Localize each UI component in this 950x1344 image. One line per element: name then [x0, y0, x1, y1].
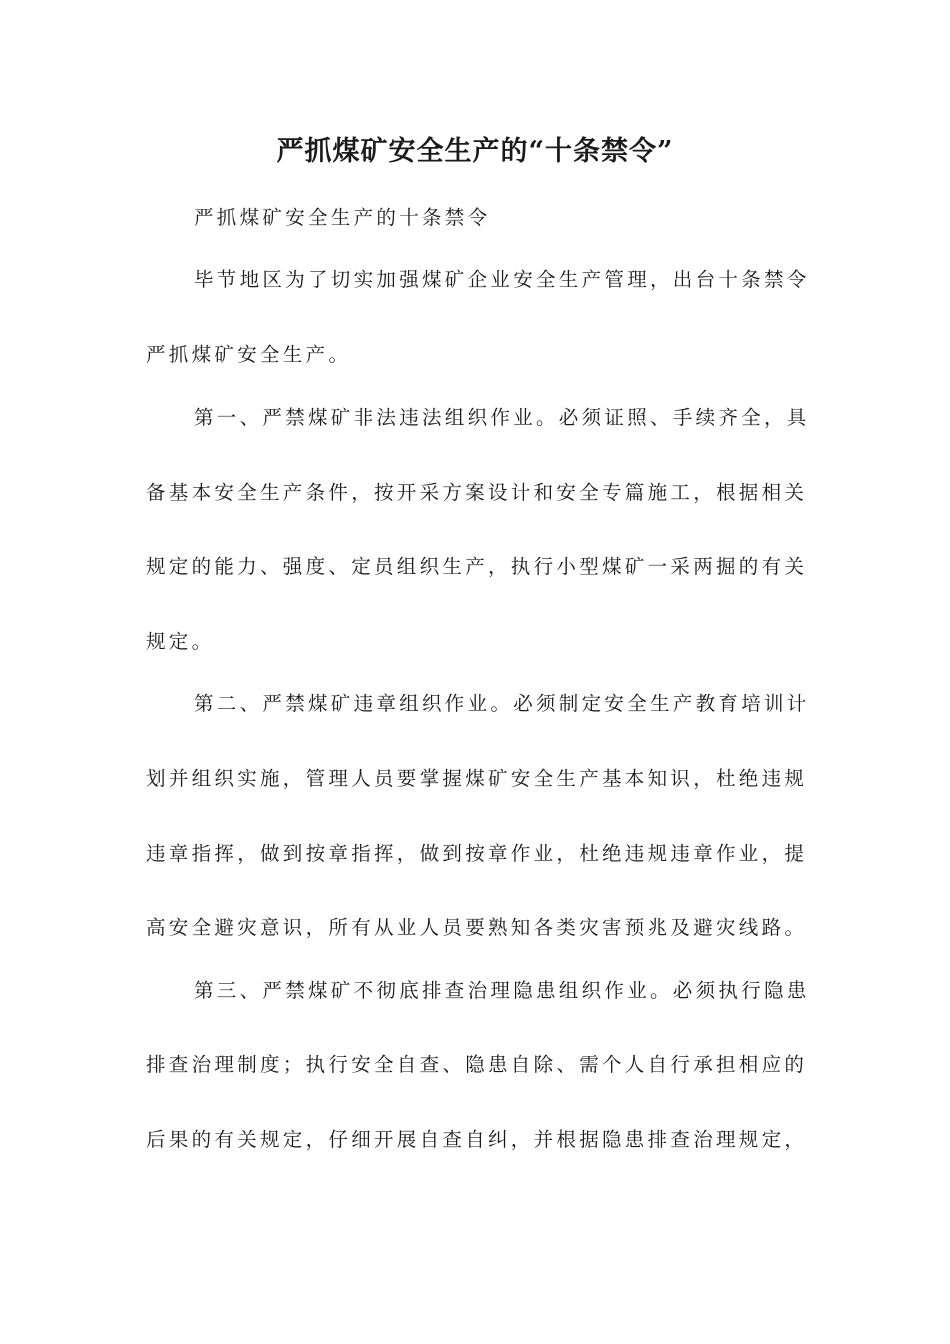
- paragraph-line: 备基本安全生产条件，按开采方案设计和安全专篇施工，根据相关: [146, 481, 808, 504]
- subtitle-line: 严抓煤矿安全生产的十条禁令: [194, 206, 491, 229]
- paragraph-line: 后果的有关规定，仔细开展自查自纠，并根据隐患排查治理规定，: [146, 1128, 808, 1151]
- document-title: 严抓煤矿安全生产的“十条禁令”: [276, 136, 674, 167]
- paragraph-line: 第一、严禁煤矿非法违法组织作业。必须证照、手续齐全，具: [194, 406, 810, 429]
- paragraph-line: 高安全避灾意识，所有从业人员要熟知各类灾害预兆及避灾线路。: [146, 916, 808, 939]
- paragraph-line: 违章指挥，做到按章指挥，做到按章作业，杜绝违规违章作业，提: [146, 842, 808, 865]
- paragraph-line: 毕节地区为了切实加强煤矿企业安全生产管理，出台十条禁令: [194, 268, 810, 291]
- paragraph-line: 排查治理制度；执行安全自查、隐患自除、需个人自行承担相应的: [146, 1053, 808, 1076]
- paragraph-line: 划并组织实施，管理人员要掌握煤矿安全生产基本知识，杜绝违规: [146, 767, 808, 790]
- paragraph-line: 第二、严禁煤矿违章组织作业。必须制定安全生产教育培训计: [194, 692, 810, 715]
- paragraph-line: 规定的能力、强度、定员组织生产，执行小型煤矿一采两掘的有关: [146, 555, 808, 578]
- paragraph-line: 严抓煤矿安全生产。: [146, 343, 352, 366]
- paragraph-line: 规定。: [146, 630, 215, 653]
- paragraph-line: 第三、严禁煤矿不彻底排查治理隐患组织作业。必须执行隐患: [194, 979, 810, 1002]
